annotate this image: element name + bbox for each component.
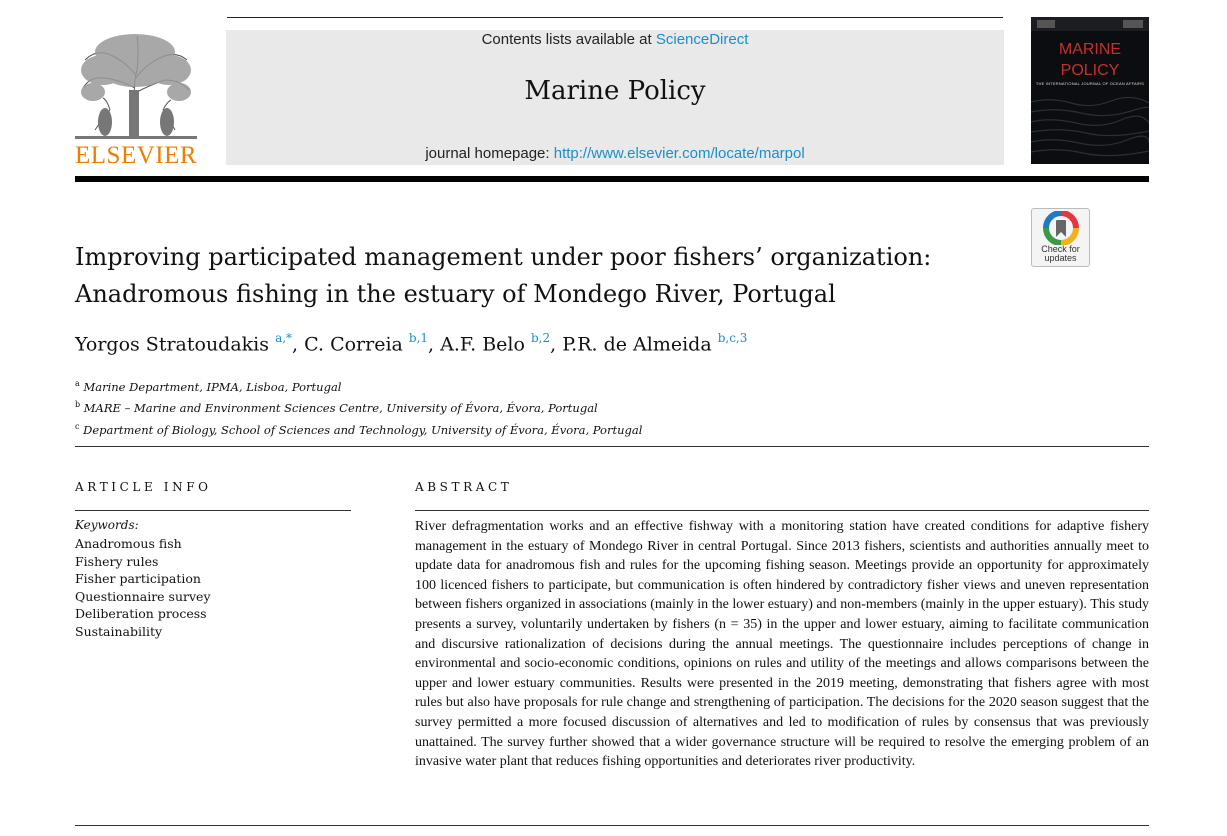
abstract-rule — [415, 510, 1149, 511]
article-title — [75, 239, 1005, 313]
crossmark-line2: updates — [1044, 253, 1077, 263]
journal-homepage-link[interactable]: http://www.elsevier.com/locate/marpol — [553, 145, 805, 162]
journal-cover[interactable] — [1031, 17, 1149, 164]
author-affiliation-mark[interactable]: b,c,3 — [717, 331, 748, 345]
crossmark-icon — [1041, 211, 1081, 245]
keyword-item: Questionnaire survey — [75, 588, 211, 604]
abstract-text: River defragmentation works and an effective fishway with a monitoring station have created conditions for adaptive fishery management in the estuary of Mondego River in central Portugal. Since 2013 fishers, scientists and authorities annually meet to update data for anadromous fish and rules for the upcoming fishing season. Meetings provide an opportunity for approximately 100 licenced fishers to participate, but communication is often hindered by contradictory fisher views and uneven representation between fishers organized in associations (mainly in the lower estuary) and non-members (mainly in the upper estuary). This study presents a survey, voluntarily undertaken by fishers (n = 35) in the upper and lower estuary, aiming to facilitate communication and discursive rationalization of decisions during the annual meetings. The questionnaire includes perceptions of change in environmental and socio-economic conditions, opinions on rules and utility of the meetings and allows comparisons between the upper and lower estuary communities. Results were presented in the 2019 meeting, demonstrating that fishers agree with most rules but also have proposals for rule change and strengthening of participation. The decisions for the 2020 season suggest that the survey permitted a more focused discussion of alternatives and led to modification of rules by consensus that was previously unattained. The survey further showed that a wider governance structure will be required to resolve the emerging problem of an invasive water plant that reduces fishing opportunities and deteriorates river productivity. — [415, 519, 1149, 770]
article-info-heading: ARTICLE INFO — [75, 480, 212, 494]
publisher-name: ELSEVIER — [75, 142, 198, 169]
homepage-prefix: journal homepage: — [425, 145, 554, 162]
crossmark-line1: Check for — [1041, 244, 1080, 254]
author-name[interactable]: Yorgos Stratoudakis — [75, 333, 270, 356]
keyword-item: Fishery rules — [75, 553, 159, 569]
keyword-item: Fisher participation — [75, 571, 201, 587]
author-name[interactable]: A.F. Belo — [440, 333, 525, 356]
keyword-item: Sustainability — [75, 623, 163, 639]
header-top-rule — [227, 17, 1003, 18]
sciencedirect-link[interactable]: ScienceDirect — [655, 31, 749, 48]
abstract-heading: ABSTRACT — [415, 480, 513, 494]
author-affiliation-mark[interactable]: a,* — [275, 331, 293, 345]
author-affiliation-mark[interactable]: b,1 — [408, 331, 429, 345]
author-affiliation-mark[interactable]: b,2 — [530, 331, 551, 345]
header-bottom-rule — [75, 176, 1149, 182]
check-for-updates-badge[interactable] — [1031, 208, 1090, 267]
affiliation-text: MARE – Marine and Environment Sciences Centre, University of Évora, Évora, Portugal — [83, 401, 598, 416]
cover-subtitle: THE INTERNATIONAL JOURNAL OF OCEAN AFFAIRS — [1035, 81, 1145, 86]
affiliation-list — [75, 375, 642, 439]
cover-title-line1: MARINE — [1058, 41, 1122, 58]
article-title-line1: Improving participated management under poor fishers’ organization: — [75, 243, 932, 271]
affiliation-item — [75, 375, 642, 396]
author-list: Yorgos Stratoudakis $^{a,*}$, C. Correia $^{b,1}$, A.F. Belo $^{b,2}$, P.R. de Almeida $^{b,c,3}$ — [75, 331, 748, 356]
affiliation-mark: c — [75, 421, 80, 431]
affiliation-item — [75, 418, 642, 439]
affiliation-text: Department of Biology, School of Sciences and Technology, University of Évora, Évora, Portugal — [83, 422, 643, 437]
article-title-line2: Anadromous fishing in the estuary of Mondego River, Portugal — [75, 280, 836, 308]
cover-title — [1031, 39, 1149, 81]
article-info-rule — [75, 510, 351, 511]
affiliation-text: Marine Department, IPMA, Lisboa, Portugal — [83, 379, 342, 394]
homepage-line — [226, 145, 1004, 162]
author-name[interactable]: C. Correia — [304, 333, 403, 356]
section-divider — [75, 446, 1149, 447]
affiliation-mark: a — [75, 379, 80, 388]
elsevier-logo[interactable] — [75, 30, 198, 169]
keywords-label: Keywords: — [75, 518, 139, 532]
contents-line — [226, 31, 1004, 48]
page-bottom-rule — [75, 825, 1149, 826]
author-name[interactable]: P.R. de Almeida — [562, 333, 712, 356]
crossmark-label — [1032, 245, 1089, 263]
keyword-item: Deliberation process — [75, 606, 207, 622]
contents-prefix: Contents lists available at — [481, 31, 656, 48]
elsevier-tree-icon — [75, 30, 197, 140]
cover-title-line2: POLICY — [1060, 62, 1120, 79]
affiliation-item — [75, 396, 642, 417]
journal-title[interactable]: Marine Policy — [524, 76, 706, 106]
affiliation-mark: b — [75, 400, 81, 410]
keyword-item: Anadromous fish — [75, 536, 182, 551]
journal-banner — [226, 30, 1004, 165]
keyword-list — [75, 535, 211, 641]
